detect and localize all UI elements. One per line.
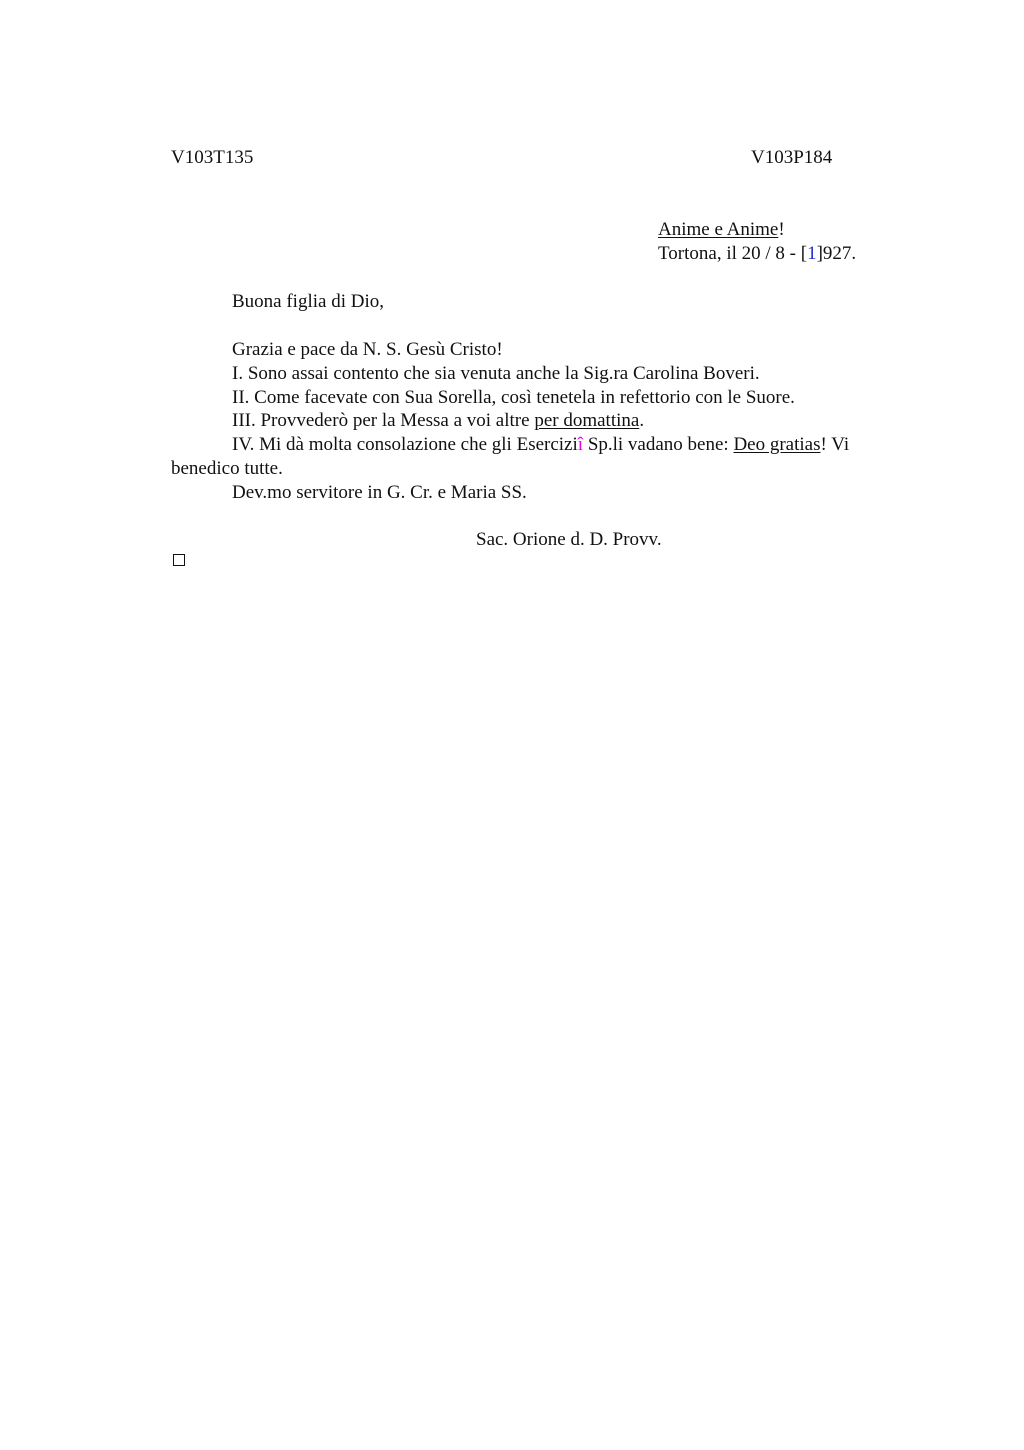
place-date-suffix: ]927. bbox=[816, 243, 857, 264]
letter-item-4 bbox=[171, 433, 911, 481]
motto-suffix: ! bbox=[778, 219, 785, 240]
item4-marked: î bbox=[577, 434, 584, 455]
place-date bbox=[658, 242, 856, 266]
salutation: Buona figlia di Dio, bbox=[232, 291, 384, 312]
letter-item-1: I. Sono assai contento che sia venuta anche la Sig.ra Carolina Boveri. bbox=[232, 363, 760, 384]
letter-item-2: II. Come facevate con Sua Sorella, così tenetela in refettorio con le Suore. bbox=[232, 387, 795, 408]
closing: Dev.mo servitore in G. Cr. e Maria SS. bbox=[232, 482, 527, 503]
document-code-right: V103P184 bbox=[751, 147, 833, 168]
item3-underlined: per domattina bbox=[534, 410, 640, 431]
item4-part1: IV. Mi dà molta consolazione che gli Esercizi bbox=[232, 434, 578, 455]
place-date-editorial: 1 bbox=[807, 243, 817, 264]
checkbox-glyph bbox=[173, 554, 185, 566]
greeting: Grazia e pace da N. S. Gesù Cristo! bbox=[232, 339, 503, 360]
item4-part3: ! Vi benedico tutte. bbox=[171, 434, 850, 479]
signature: Sac. Orione d. D. Provv. bbox=[476, 529, 662, 550]
document-code-left: V103T135 bbox=[171, 147, 254, 168]
item4-underlined: Deo gratias bbox=[733, 434, 821, 455]
letter-item-3 bbox=[232, 409, 644, 433]
motto-underlined: Anime e Anime bbox=[658, 219, 779, 240]
item3-suffix: . bbox=[639, 410, 645, 431]
place-date-prefix: Tortona, il 20 / 8 - [ bbox=[658, 243, 808, 264]
item4-part2: Sp.li vadano bene: bbox=[583, 434, 734, 455]
item3-prefix: III. Provvederò per la Messa a voi altre bbox=[232, 410, 535, 431]
motto bbox=[658, 218, 785, 242]
